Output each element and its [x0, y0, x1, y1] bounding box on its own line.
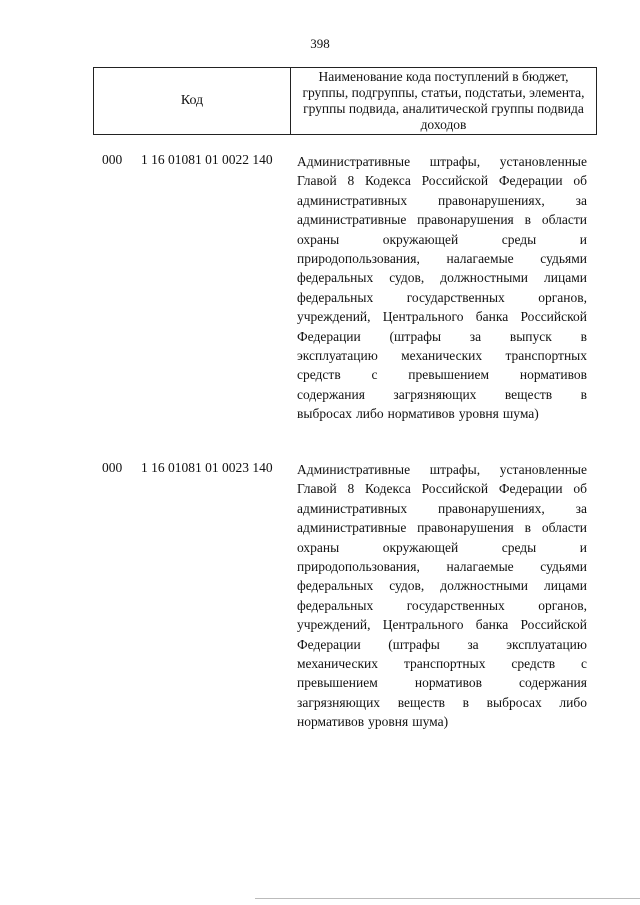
- description-line: загрязняющих веществ в выбросах либо: [297, 694, 587, 710]
- description-line: административные правонарушения в области: [297, 520, 587, 536]
- description-line: учреждений, Центрального банка Российской: [297, 617, 587, 633]
- description-line: эксплуатацию механических транспортных: [297, 347, 587, 363]
- description-line: административных правонарушениях, за: [297, 500, 587, 516]
- admin-code: 000: [102, 460, 123, 475]
- description-line: средств с превышением нормативов: [297, 367, 587, 383]
- revenue-description: [297, 152, 587, 423]
- description-line: федеральных судов, должностными лицами: [297, 270, 587, 286]
- description-line: административных правонарушениях, за: [297, 192, 587, 208]
- description-line: Федерации (штрафы за выпуск в: [297, 328, 587, 344]
- description-line: Административные штрафы, установленные: [297, 154, 587, 169]
- description-line: федеральных государственных органов,: [297, 597, 587, 613]
- description-line: Главой 8 Кодекса Российской Федерации об: [297, 173, 587, 189]
- admin-code: 000: [102, 152, 123, 167]
- description-line: выбросах либо нормативов уровня шума): [297, 406, 539, 422]
- description-line: Федерации (штрафы за эксплуатацию: [297, 636, 587, 652]
- description-line: федеральных государственных органов,: [297, 289, 587, 305]
- description-line: нормативов уровня шума): [297, 714, 449, 730]
- table-header: [93, 67, 597, 135]
- description-line: механических транспортных средств с: [297, 655, 587, 671]
- description-line: превышением нормативов содержания: [297, 675, 587, 691]
- description-line: федеральных судов, должностными лицами: [297, 578, 587, 594]
- revenue-description: [297, 460, 587, 731]
- bottom-divider: [255, 898, 640, 899]
- revenue-code: 1 16 01081 01 0023 140: [141, 460, 273, 475]
- code-column-header: Код: [94, 68, 291, 134]
- description-line: охраны окружающей среды и: [297, 539, 587, 555]
- description-line: Главой 8 Кодекса Российской Федерации об: [297, 481, 587, 497]
- revenue-code: 1 16 01081 01 0022 140: [141, 152, 273, 167]
- description-line: учреждений, Центрального банка Российской: [297, 309, 587, 325]
- name-column-header: Наименование кода поступлений в бюджет, группы, подгруппы, статьи, подстатьи, элемента, группы подвида, аналитической группы подвида доходов: [302, 69, 585, 132]
- description-line: охраны окружающей среды и: [297, 231, 587, 247]
- description-line: Административные штрафы, установленные: [297, 462, 587, 477]
- description-line: природопользования, налагаемые судьями: [297, 558, 587, 574]
- description-line: природопользования, налагаемые судьями: [297, 250, 587, 266]
- description-line: административные правонарушения в области: [297, 212, 587, 228]
- page-number: 398: [310, 36, 330, 51]
- description-line: содержания загрязняющих веществ в: [297, 386, 587, 402]
